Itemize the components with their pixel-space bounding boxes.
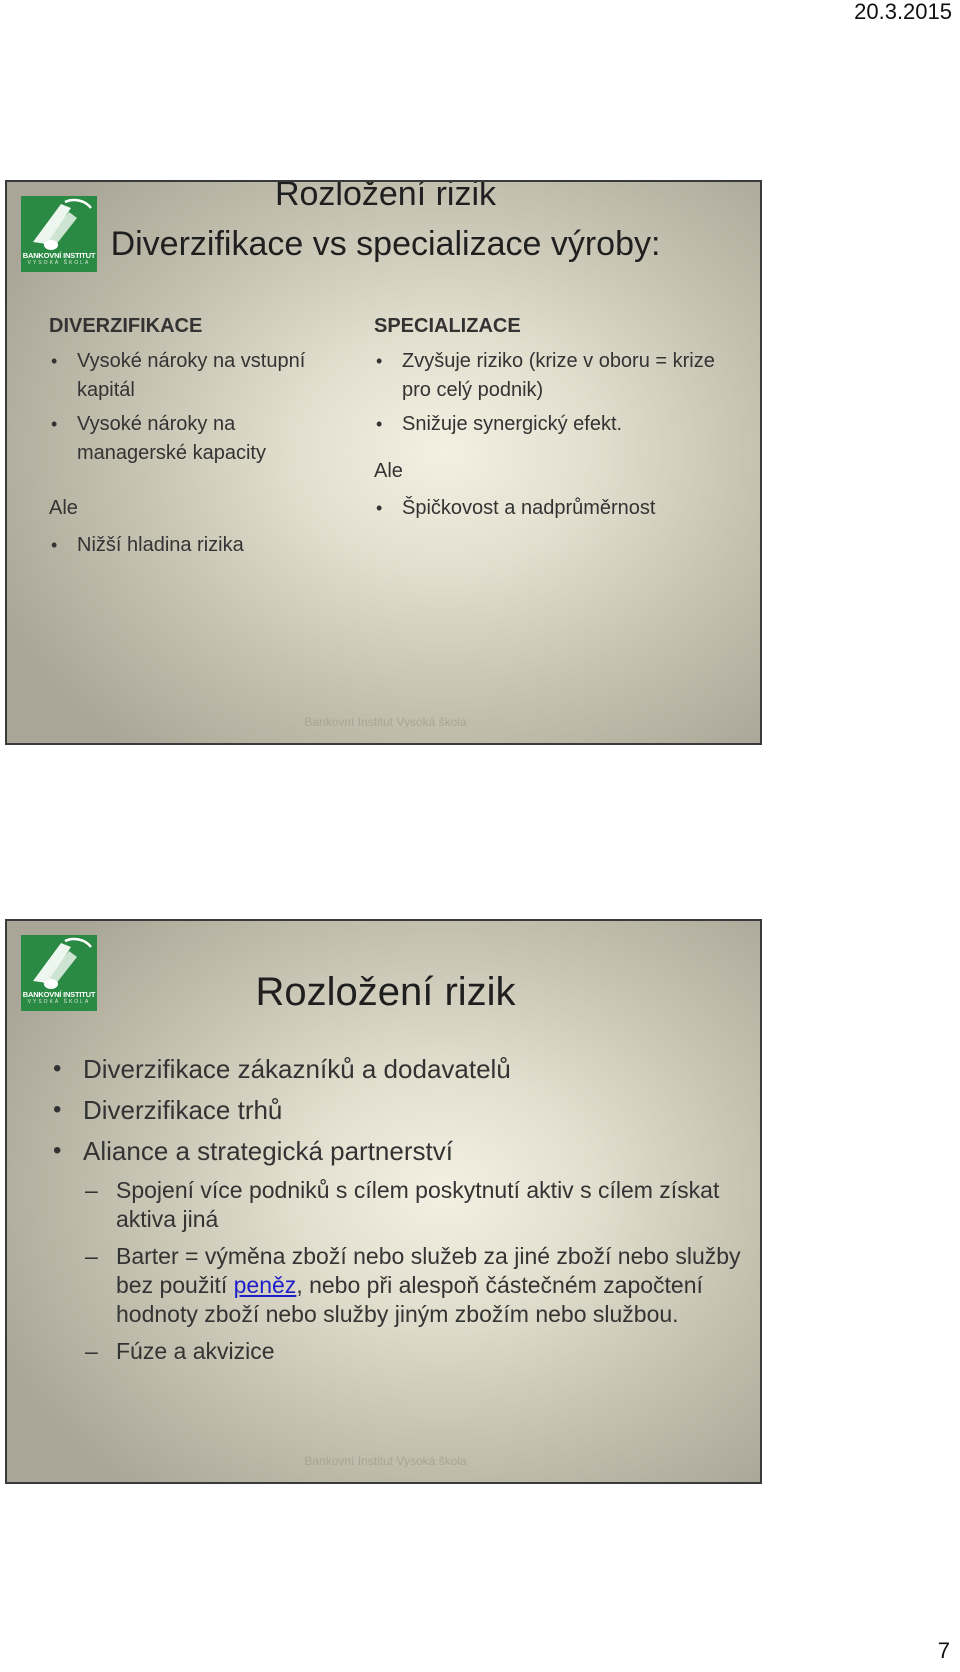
slide-1-title-line-2: Diverzifikace vs specializace výroby: (110, 225, 661, 263)
slide-2 (5, 919, 762, 1484)
list-item: • Nižší hladina rizika (49, 531, 349, 560)
ale-label: Ale (374, 460, 403, 482)
list-item: • Vysoké nároky na managerské kapacity (49, 410, 349, 468)
slide-2-list (51, 1053, 741, 1374)
slide-1-title-line-1: Rozložení rizik (274, 180, 497, 213)
logo-subtitle: VYSOKÁ ŠKOLA (27, 999, 91, 1005)
sub-list-item-barter (51, 1242, 741, 1329)
page-number: 7 (937, 1638, 950, 1663)
list-item: • Aliance a strategická partnerství (51, 1135, 741, 1167)
slide-footer: Bankovní Institut Vysoká škola (304, 1454, 467, 1468)
logo-subtitle: VYSOKÁ ŠKOLA (27, 260, 91, 266)
penez-link[interactable]: peněz (233, 1272, 297, 1298)
diverzifikace-column (49, 312, 349, 565)
specializace-column (374, 312, 744, 528)
ale-label: Ale (49, 497, 78, 519)
sub-list-item: – Spojení více podniků s cílem poskytnutí aktiv s cílem získat aktiva jiná (51, 1176, 741, 1234)
diverzifikace-heading: DIVERZIFIKACE (49, 315, 203, 337)
slide-footer: Bankovní Institut Vysoká škola (304, 715, 467, 729)
list-item: • Snižuje synergický efekt. (374, 410, 744, 439)
slide-2-title: Rozložení rizik (255, 970, 516, 1014)
logo-name: BANKOVNÍ INSTITUT (22, 990, 96, 999)
list-item: • Diverzifikace zákazníků a dodavatelů (51, 1053, 741, 1085)
list-item: • Špičkovost a nadprůměrnost (374, 494, 744, 523)
barter-text-end: , nebo při alespoň částečném započtení hodnoty zboží nebo služby jiným zbožím nebo službou. (116, 1272, 703, 1327)
specializace-heading: SPECIALIZACE (374, 315, 521, 337)
slide-1 (5, 180, 762, 745)
barter-text-start: Barter = výměna zboží nebo služeb za jiné zboží nebo služby bez použití (116, 1243, 741, 1298)
list-item: • Zvyšuje riziko (krize v oboru = krize pro celý podnik) (374, 347, 744, 405)
page-date: 20.3.2015 (854, 0, 952, 24)
list-item: • Vysoké nároky na vstupní kapitál (49, 347, 349, 405)
sub-list-item: – Fúze a akvizice (51, 1337, 741, 1366)
logo-name: BANKOVNÍ INSTITUT (22, 251, 96, 260)
list-item: • Diverzifikace trhů (51, 1094, 741, 1126)
